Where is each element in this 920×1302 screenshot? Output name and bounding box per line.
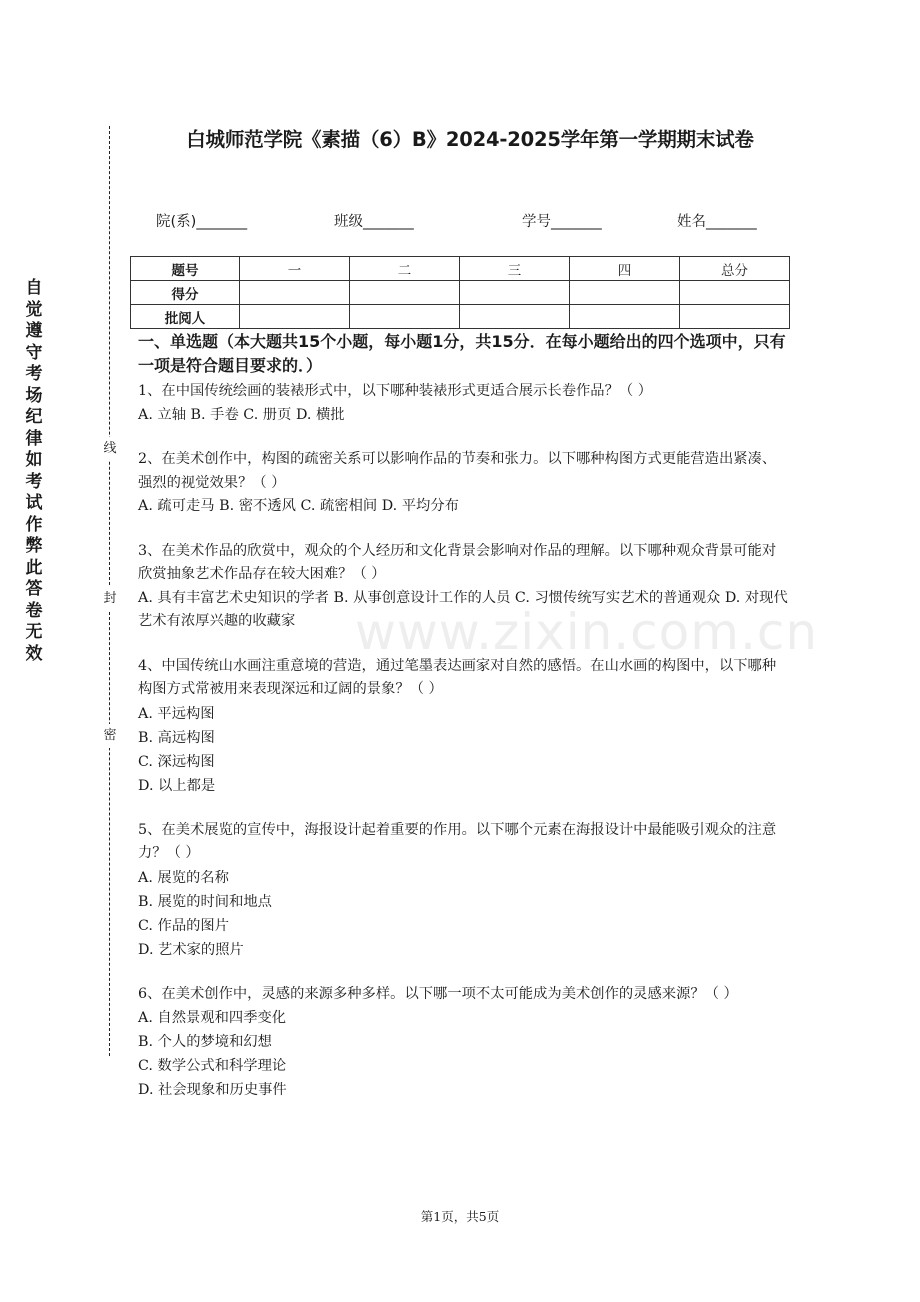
score-row (131, 281, 790, 305)
page-footer: 第1页，共5页 (420, 1209, 500, 1224)
score-cell[interactable] (570, 281, 680, 305)
question-text: 4、中国传统山水画注重意境的营造，通过笔墨表达画家对自然的感悟。在山水画的构图中，以下哪种构图方式常被用来表现深远和辽阔的景象？（ ） (138, 657, 777, 697)
option-b: B. 个人的梦境和幻想 (138, 1034, 272, 1050)
question-options: A. 具有丰富艺术史知识的学者 B. 从事创意设计工作的人员 C. 习惯传统写实艺术的普通观众 D. 对现代艺术有浓厚兴趣的收藏家 (138, 589, 788, 629)
question-text: 5、在美术展览的宣传中，海报设计起着重要的作用。以下哪个元素在海报设计中最能吸引观众的注意力？（ ） (138, 821, 777, 861)
grader-row (131, 305, 790, 329)
name-field[interactable]: 姓名_______ (677, 214, 757, 230)
cut-label-xian: 线 (101, 437, 119, 461)
question-4 (138, 655, 788, 798)
score-cell[interactable] (350, 281, 460, 305)
class-field[interactable]: 班级_______ (334, 214, 414, 230)
grader-cell[interactable] (460, 305, 570, 329)
watermark: www.zixin.com.cn (355, 603, 819, 661)
question-options: A. 疏可走马 B. 密不透风 C. 疏密相间 D. 平均分布 (138, 498, 459, 514)
option-c: C. 数学公式和科学理论 (138, 1058, 287, 1074)
score-table-header-row (131, 257, 790, 281)
question-text: 3、在美术作品的欣赏中，观众的个人经历和文化背景会影响对作品的理解。以下哪种观众背景可能对欣赏抽象艺术作品存在较大困难？（ ） (138, 542, 777, 582)
option-b: B. 高远构图 (138, 729, 215, 746)
question-2 (138, 448, 788, 519)
score-cell[interactable] (240, 281, 350, 305)
question-list (138, 380, 788, 1123)
section-1-heading: 一、单选题（本大题共15个小题，每小题1分，共15分．在每小题给出的四个选项中，只有一项是符合题目要求的．） (138, 332, 786, 375)
student-id-field[interactable]: 学号_______ (522, 214, 602, 230)
option-d: D. 社会现象和历史事件 (138, 1082, 287, 1098)
cut-label-mi: 密 (101, 724, 119, 748)
option-a: A. 展览的名称 (138, 869, 229, 886)
grader-cell[interactable] (570, 305, 680, 329)
score-row-label: 得分 (131, 281, 240, 305)
score-table-header: 题号 (131, 257, 240, 281)
score-table-header: 四 (570, 257, 680, 281)
option-a: A. 平远构图 (138, 705, 215, 722)
grader-cell[interactable] (350, 305, 460, 329)
option-b: B. 展览的时间和地点 (138, 893, 272, 910)
exam-discipline-note: 自觉遵守考场纪律如考试作弊此答卷无效 (25, 278, 43, 664)
score-table-header: 总分 (680, 257, 790, 281)
option-a: A. 自然景观和四季变化 (138, 1010, 287, 1026)
score-table (130, 256, 790, 329)
score-table-header: 三 (460, 257, 570, 281)
question-text: 1、在中国传统绘画的装裱形式中，以下哪种装裱形式更适合展示长卷作品？（ ） (138, 383, 653, 399)
grader-row-label: 批阅人 (131, 305, 240, 329)
option-c: C. 作品的图片 (138, 917, 230, 934)
score-cell[interactable] (680, 281, 790, 305)
score-table-header: 二 (350, 257, 460, 281)
question-options: A. 立轴 B. 手卷 C. 册页 D. 横批 (138, 406, 345, 423)
option-d: D. 艺术家的照片 (138, 941, 244, 958)
question-5 (138, 819, 788, 962)
question-1 (138, 380, 788, 427)
exam-title: 白城师范学院《素描（6）B》2024-2025学年第一学期期末试卷 (186, 128, 754, 151)
grader-cell[interactable] (240, 305, 350, 329)
option-c: C. 深远构图 (138, 753, 215, 770)
grader-cell[interactable] (680, 305, 790, 329)
question-6 (138, 983, 788, 1103)
option-d: D. 以上都是 (138, 777, 216, 794)
score-table-header: 一 (240, 257, 350, 281)
department-field[interactable]: 院(系)_______ (156, 214, 248, 230)
cut-label-feng: 封 (101, 587, 119, 611)
score-cell[interactable] (460, 281, 570, 305)
question-text: 6、在美术创作中，灵感的来源多种多样。以下哪一项不太可能成为美术创作的灵感来源？（ ） (138, 985, 738, 1002)
question-text: 2、在美术创作中，构图的疏密关系可以影响作品的节奏和张力。以下哪种构图方式更能营造出紧凑、强烈的视觉效果？（ ） (138, 451, 777, 491)
student-info-row (0, 210, 920, 232)
